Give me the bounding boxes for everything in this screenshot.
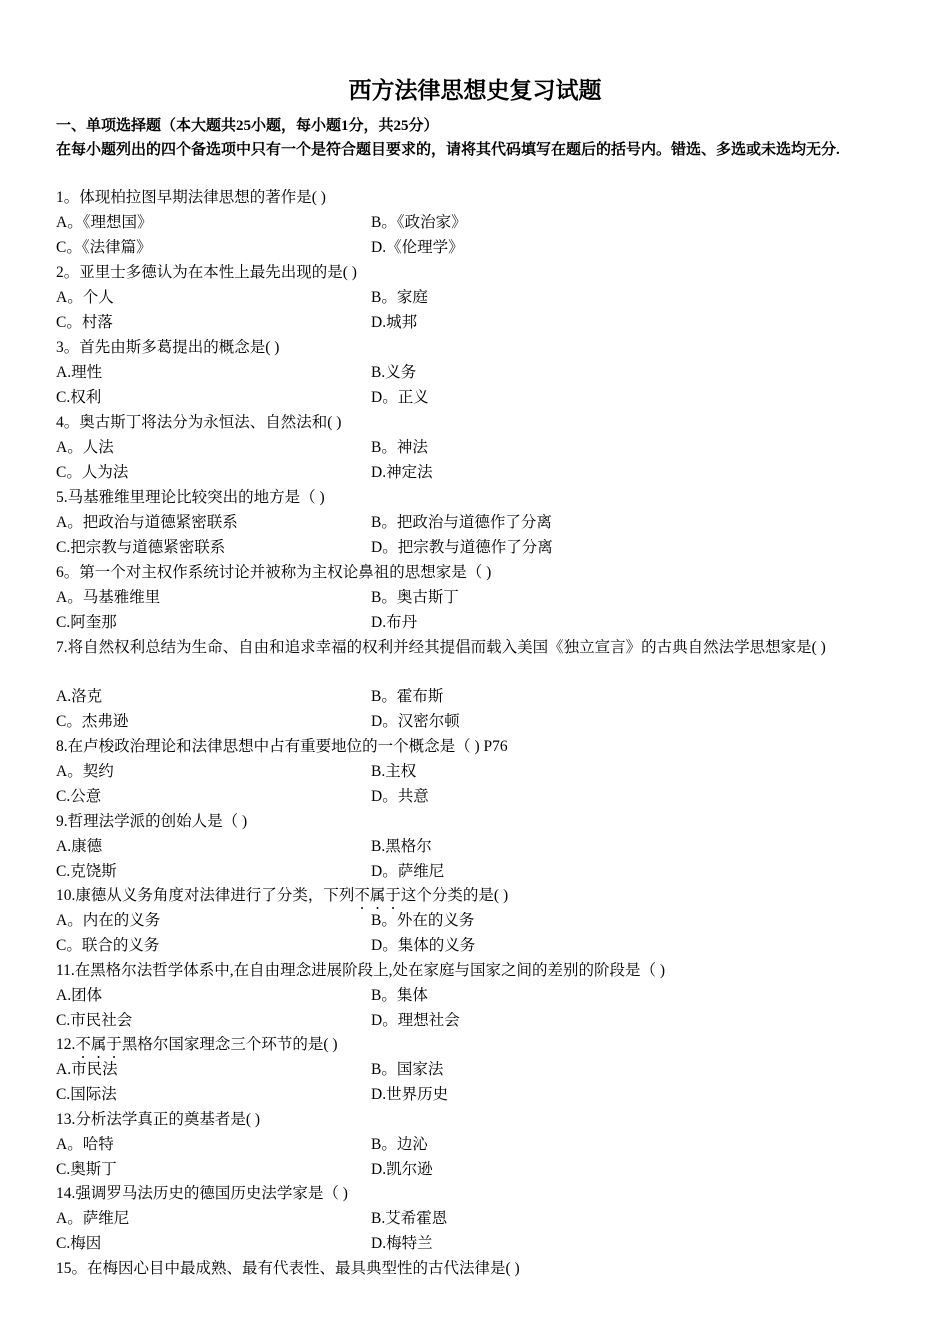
document-title: 西方法律思想史复习试题 [348,78,602,103]
option-2-a: A。个人 [56,289,114,306]
question-5: 5.马基雅维里理论比较突出的地方是（ ) [56,489,325,506]
option-10-c: C。联合的义务 [56,937,160,954]
option-11-c: C.市民社会 [56,1012,133,1029]
option-1-c: C。《法律篇》 [56,239,152,256]
option-8-c: C.公意 [56,788,102,805]
question-10 [56,884,901,913]
option-13-c: C.奥斯丁 [56,1161,117,1178]
option-12-a: A.市民法 [56,1061,118,1078]
option-5-c: C.把宗教与道德紧密联系 [56,539,226,556]
question-12-emphasis: 不属于 [75,1036,122,1053]
option-6-b: B。奥古斯丁 [371,589,459,606]
option-13-b: B。边沁 [371,1136,428,1153]
option-7-b: B。霍布斯 [371,688,444,705]
option-6-d: D.布丹 [371,614,418,631]
option-8-d: D。共意 [371,788,429,805]
option-11-b: B。集体 [371,987,428,1004]
option-12-d: D.世界历史 [371,1086,449,1103]
question-8: 8.在卢梭政治理论和法律思想中占有重要地位的一个概念是（ ) P76 [56,738,508,755]
option-7-a: A.洛克 [56,688,103,705]
question-2: 2。亚里士多德认为在本性上最先出现的是( ) [56,264,357,281]
option-9-a: A.康德 [56,838,103,855]
section-heading: 一、单项选择题（本大题共25小题，每小题1分，共25分） [56,118,439,134]
option-14-a: A。萨维尼 [56,1210,130,1227]
question-10-text-start: 10.康德从义务角度对法律进行了分类，下列 [56,887,355,904]
option-4-b: B。神法 [371,439,428,456]
option-14-c: C.梅因 [56,1235,102,1252]
question-10-emphasis: 不属于 [354,887,401,904]
question-7: 7.将自然权利总结为生命、自由和追求幸福的权利并经其提倡而载入美国《独立宣言》的古典自然法学思想家是( ) [56,639,826,656]
question-11: 11.在黑格尔法哲学体系中,在自由理念进展阶段上,处在家庭与国家之间的差别的阶段是（ ) [56,962,666,979]
question-9: 9.哲理法学派的创始人是（ ) [56,813,248,830]
option-2-c: C。村落 [56,314,113,331]
question-6: 6。第一个对主权作系统讨论并被称为主权论鼻祖的思想家是（ ) [56,564,492,581]
option-12-b: B。国家法 [371,1061,444,1078]
option-14-b: B.艾希霍恩 [371,1210,448,1227]
option-2-d: D.城邦 [371,314,418,331]
question-3: 3。首先由斯多葛提出的概念是( ) [56,339,280,356]
question-12 [56,1033,901,1062]
option-8-a: A。契约 [56,763,114,780]
option-11-d: D。理想社会 [371,1012,460,1029]
option-12-c: C.国际法 [56,1086,117,1103]
question-14: 14.强调罗马法历史的德国历史法学家是（ ) [56,1185,348,1202]
option-10-d: D。集体的义务 [371,937,476,954]
option-11-a: A.团体 [56,987,103,1004]
option-10-b: B。外在的义务 [371,912,475,929]
section-instructions: 在每小题列出的四个备选项中只有一个是符合题目要求的，请将其代码填写在题后的括号内。错选、多选或未选均无分. [56,142,840,158]
option-3-b: B.义务 [371,364,417,381]
question-4: 4。奥古斯丁将法分为永恒法、自然法和( ) [56,414,342,431]
option-3-d: D。正义 [371,389,429,406]
option-1-d: D.《伦理学》 [371,239,464,256]
option-6-a: A。马基雅维里 [56,589,161,606]
option-13-d: D.凯尔逊 [371,1161,433,1178]
option-4-a: A。人法 [56,439,114,456]
question-13: 13.分析法学真正的奠基者是( ) [56,1111,261,1128]
option-14-d: D.梅特兰 [371,1235,433,1252]
option-9-d: D。萨维尼 [371,863,445,880]
question-1: 1。体现柏拉图早期法律思想的著作是( ) [56,189,326,206]
option-2-b: B。家庭 [371,289,428,306]
option-4-c: C。人为法 [56,464,129,481]
option-9-c: C.克饶斯 [56,863,117,880]
option-6-c: C.阿奎那 [56,614,117,631]
option-9-b: B.黑格尔 [371,838,432,855]
option-5-d: D。把宗教与道德作了分离 [371,539,553,556]
option-4-d: D.神定法 [371,464,433,481]
option-1-b: B。《政治家》 [371,214,467,231]
option-13-a: A。哈特 [56,1136,114,1153]
question-10-text-end: 这个分类的是( ) [400,887,509,904]
option-1-a: A。《理想国》 [56,214,153,231]
question-15: 15。在梅因心目中最成熟、最有代表性、最具典型性的古代法律是( ) [56,1260,520,1277]
option-8-b: B.主权 [371,763,417,780]
option-3-a: A.理性 [56,364,103,381]
question-12-text-end: 黑格尔国家理念三个环节的是( ) [121,1036,338,1053]
option-3-c: C.权利 [56,389,102,406]
question-12-text-start: 12. [56,1036,76,1053]
option-5-a: A。把政治与道德紧密联系 [56,514,238,531]
option-10-a: A。内在的义务 [56,912,161,929]
option-7-d: D。汉密尔顿 [371,713,460,730]
option-7-c: C。杰弗逊 [56,713,129,730]
option-5-b: B。把政治与道德作了分离 [371,514,552,531]
